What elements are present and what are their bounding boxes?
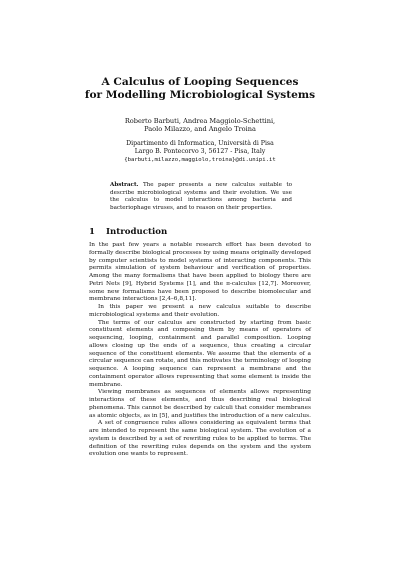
- title-line: for Modelling Microbiological Systems: [84, 89, 316, 101]
- body-paragraph: Viewing membranes as sequences of elements allows representing interactions of these elements, and thus describing real biological phenomena. This cannot be described by calculi that consider membranes as atomic objects, as in [5], and justifies the introduction of a new calculus.: [89, 389, 311, 419]
- paper-title: [60, 76, 340, 102]
- author-emails: {barbuti,milazzo,maggiolo,troina}@di.unipi.it: [124, 157, 276, 163]
- abstract-text: The paper presents a new calculus suitable to describe microbiological systems and their evolution. We use the calculus to model interactions among bacteria and bacteriophage viruses, and to reason on their properties.: [110, 182, 292, 211]
- body-paragraph: In this paper we present a new calculus suitable to describe microbiological systems and their evolution.: [89, 304, 311, 318]
- section-body: [89, 242, 311, 459]
- authors-line: Roberto Barbuti, Andrea Maggiolo-Schettini,: [124, 117, 276, 125]
- author-list: [60, 117, 340, 134]
- affiliation: [60, 140, 340, 164]
- section-title: Introduction: [106, 227, 168, 237]
- section-heading: [89, 227, 167, 237]
- authors-line: Paolo Milazzo, and Angelo Troina: [144, 125, 256, 134]
- abstract: [110, 182, 292, 212]
- affiliation-line: Dipartimento di Informatica, Università di Pisa: [126, 140, 274, 147]
- body-paragraph: A set of congruence rules allows considering as equivalent terms that are intended to represent the same biological system. The evolution of a system is described by a set of rewriting rules to be applied to terms. The definition of the rewriting rules depends on the system and the system evolution one wants to represent.: [89, 420, 311, 458]
- affiliation-line: Largo B. Pontecorvo 3, 56127 - Pisa, Italy: [134, 148, 266, 155]
- body-paragraph: In the past few years a notable research effort has been devoted to formally describe biological processes by using means originally developed by computer scientists to model systems of interacting components. This permits simulation of system behaviour and verification of properties. Among the many formalisms that have been applied to biology there are Petri Nets [9], Hybrid Systems [1], and the π-calculus [12,7]. Moreover, some new formalisms have been proposed to describe biomolecular and membrane interactions [2,4–6,8,11].: [89, 242, 311, 303]
- abstract-label: Abstract.: [110, 182, 139, 188]
- section-number: 1: [89, 227, 95, 237]
- title-line: A Calculus of Looping Sequences: [101, 76, 299, 88]
- body-paragraph: The terms of our calculus are constructed by starting from basic constituent elements and composing them by means of operators of sequencing, looping, containment and parallel composition. Looping allows closing up the ends of a sequence, thus creating a circular sequence of the constituent elements. We assume that the elements of a circular sequence can rotate, and this motivates the terminology of looping sequence. A looping sequence can represent a membrane and the containment operator allows representing that some element is inside the membrane.: [89, 319, 311, 388]
